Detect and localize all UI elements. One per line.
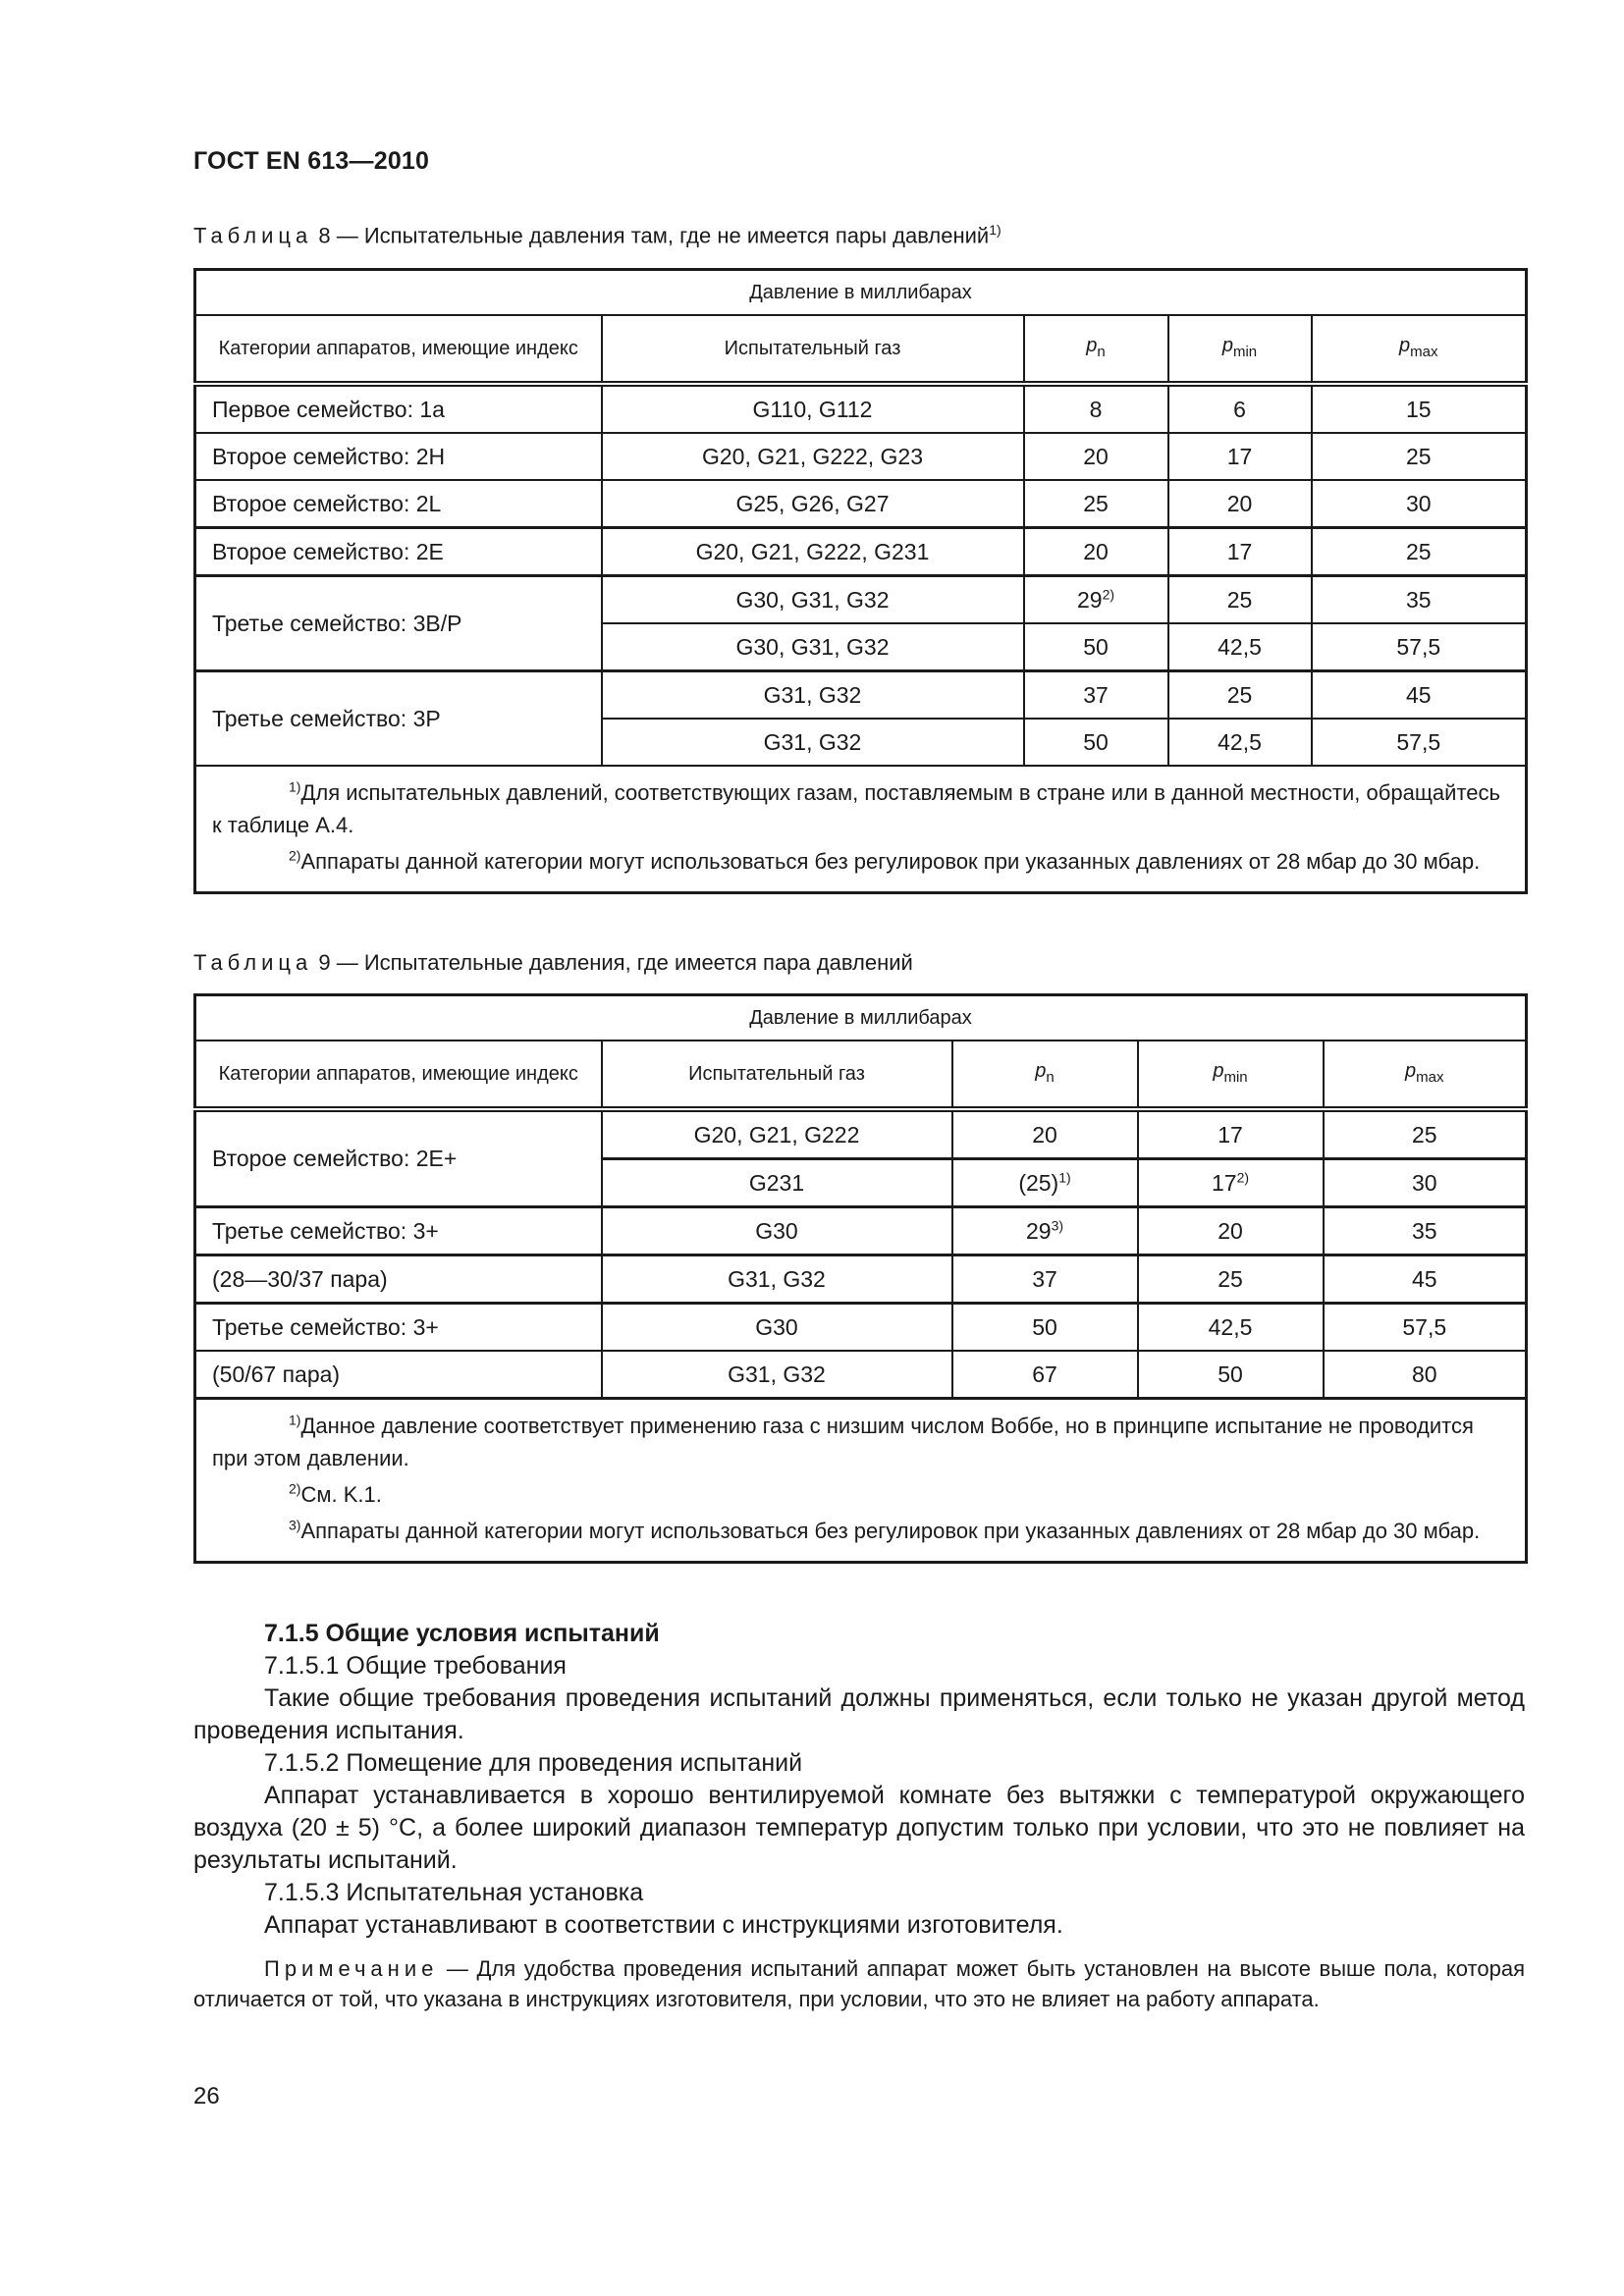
col-header-gas: Испытательный газ — [602, 315, 1024, 384]
table8-caption: Таблица 8 — Испытательные давления там, где не имеется пары давлений$^{1)}$ — [193, 222, 1001, 248]
col-header-pmin: $p_{min}$ — [1168, 315, 1312, 384]
table8-column-header-row — [195, 315, 1527, 384]
table8 — [193, 268, 1528, 894]
paragraph: Аппарат устанавливается в хорошо вентилируемой комнате без вытяжки с температурой окружающего воздуха (20 ± 5) °C, а более широкий диапазон температур допустим только при условии, что это не повлияет на результаты испытаний. — [193, 1782, 1525, 1874]
table-row: Второе семейство: 2L G25, G26, G27 25 20 30 — [195, 480, 1527, 528]
paragraph: Аппарат устанавливают в соответствии с инструкциями изготовителя. — [264, 1911, 1063, 1939]
table8-footnotes — [195, 766, 1527, 893]
col-header-pmax: $p_{max}$ — [1312, 315, 1527, 384]
table-row: G30, G31, G32 50 42,5 57,5 — [195, 623, 1527, 671]
col-header-pmax: $p_{max}$ — [1324, 1041, 1527, 1109]
col-header-pn: $p_n$ — [952, 1041, 1138, 1109]
section-heading: 7.1.5 Общие условия испытаний — [264, 1620, 660, 1647]
table-row: (28—30/37 пара) G31, G32 37 25 45 — [195, 1255, 1527, 1304]
footnote: $^{2)}$См. K.1. — [289, 1480, 382, 1507]
table9-caption: Таблица 9 — Испытательные давления, где имеется пара давлений — [193, 950, 913, 975]
table9-footnotes — [195, 1399, 1527, 1563]
table-row: Третье семейство: 3B/P G30, G31, G32 29$^{2)}$ 25 35 — [195, 576, 1527, 624]
col-header-gas: Испытательный газ — [602, 1041, 952, 1109]
table-row: G31, G32 50 42,5 57,5 — [195, 719, 1527, 766]
table-row: Первое семейство: 1a G110, G112 8 6 15 — [195, 384, 1527, 433]
table-row: Второе семейство: 2E G20, G21, G222, G231 20 17 25 — [195, 528, 1527, 576]
table9-top-header-row — [195, 995, 1527, 1041]
table9-column-header-row — [195, 1041, 1527, 1109]
table-row: G231 $(25)^{1)}$ 17$^{2)}$ 30 — [195, 1159, 1527, 1207]
footnote: $^{1)}$Для испытательных давлений, соответствующих газам, поставляемым в стране или в данной местности, обращайтесь к таблице A.4. — [212, 778, 1500, 837]
footnote: $^{1)}$Данное давление соответствует применению газа с низшим числом Воббе, но в принципе испытание не проводится при этом давлении. — [212, 1412, 1474, 1470]
document-header: ГОСТ EN 613—2010 — [193, 147, 430, 175]
note: Примечание — Для удобства проведения испытаний аппарат может быть установлен на высоте выше пола, которая отличается от той, что указана в инструкциях изготовителя, при условии, что это не влияет на работу аппарата. — [193, 1956, 1525, 2011]
table-row: (50/67 пара) G31, G32 67 50 80 — [195, 1351, 1527, 1399]
table9 — [193, 993, 1528, 1564]
table-row: Второе семейство: 2H G20, G21, G222, G23 20 17 25 — [195, 433, 1527, 480]
table9-units-header: Давление в миллибарах — [195, 995, 1527, 1041]
table-row: Второе семейство: 2E+ G20, G21, G222 20 17 25 — [195, 1109, 1527, 1159]
col-header-pn: $p_n$ — [1024, 315, 1168, 384]
table-row: Третье семейство: 3+ G30 50 42,5 57,5 — [195, 1304, 1527, 1352]
footnote: $^{3)}$Аппараты данной категории могут использоваться без регулировок при указанных давлениях от 28 мбар до 30 мбар. — [289, 1517, 1481, 1543]
table-row: Третье семейство: 3+ G30 29$^{3)}$ 20 35 — [195, 1207, 1527, 1255]
page-number: 26 — [193, 2083, 220, 2109]
footnote: $^{2)}$Аппараты данной категории могут использоваться без регулировок при указанных давлениях от 28 мбар до 30 мбар. — [289, 847, 1481, 874]
table9-footnotes-row — [195, 1399, 1527, 1563]
col-header-category: Категории аппаратов, имеющие индекс — [195, 1041, 602, 1109]
table8-caption-label: Таблица — [193, 223, 313, 248]
subsection-title: 7.1.5.3 Испытательная установка — [264, 1879, 644, 1906]
section-7-1-5 — [193, 1618, 1525, 2014]
table9-caption-label: Таблица — [193, 950, 313, 975]
note-label: Примечание — [264, 1956, 439, 1981]
table8-units-header: Давление в миллибарах — [195, 270, 1527, 316]
table8-top-header-row — [195, 270, 1527, 316]
subsection-title: 7.1.5.1 Общие требования — [264, 1652, 567, 1680]
table-row: Третье семейство: 3P G31, G32 37 25 45 — [195, 671, 1527, 720]
col-header-category: Категории аппаратов, имеющие индекс — [195, 315, 602, 384]
col-header-pmin: $p_{min}$ — [1138, 1041, 1324, 1109]
subsection-title: 7.1.5.2 Помещение для проведения испытаний — [264, 1749, 803, 1777]
paragraph: Такие общие требования проведения испытаний должны применяться, если только не указан другой метод проведения испытания. — [193, 1684, 1525, 1744]
table8-footnotes-row — [195, 766, 1527, 893]
